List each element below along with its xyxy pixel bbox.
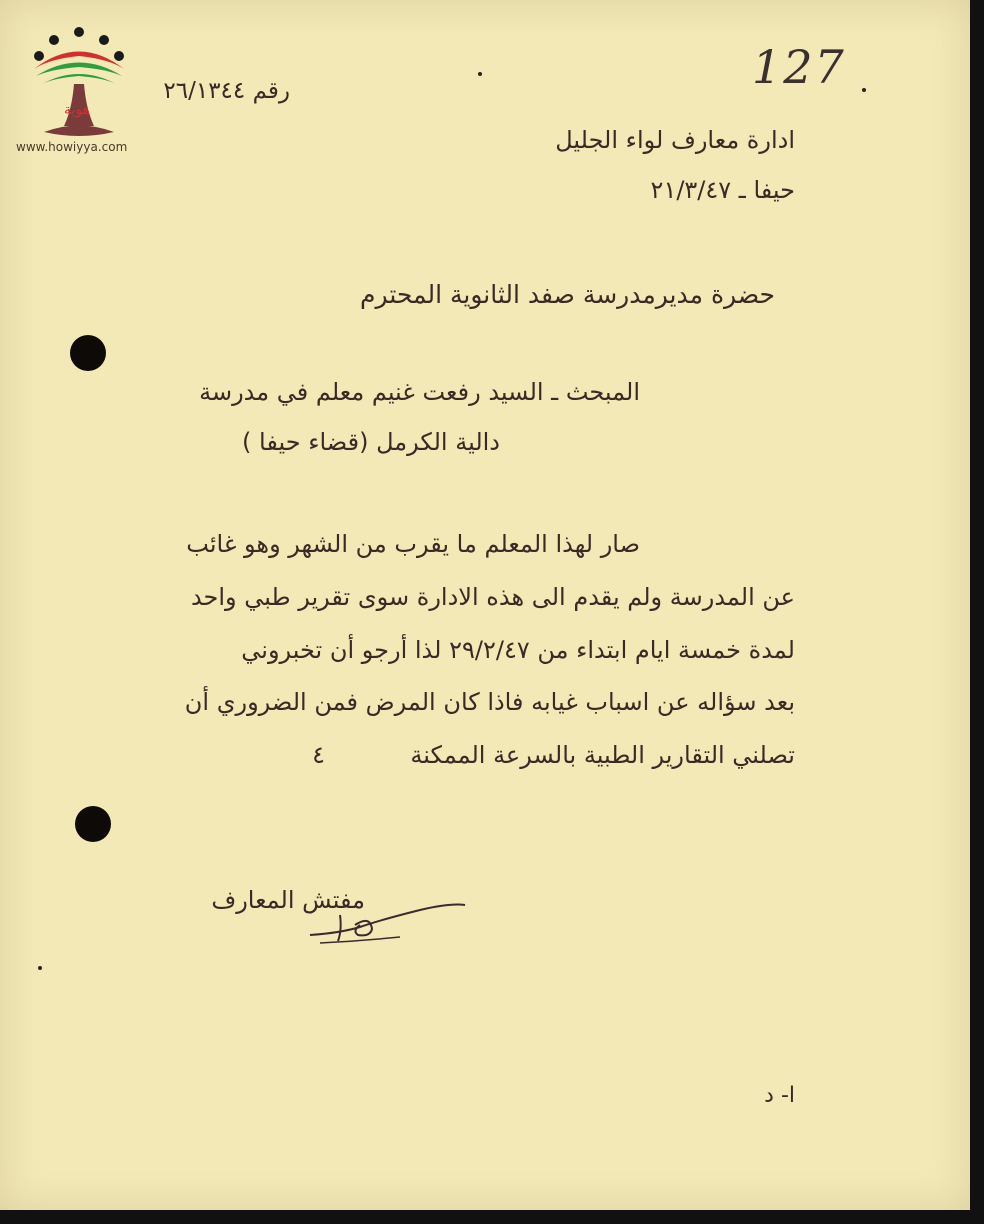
handwritten-number: 127: [752, 40, 846, 94]
body-line-2: عن المدرسة ولم يقدم الى هذه الادارة سوى تقرير طبي واحد: [190, 583, 795, 611]
speck: [38, 966, 42, 970]
subject-line-1: المبحث ـ السيد رفعت غنيم معلم في مدرسة: [199, 378, 640, 406]
logo-site-url: www.howiyya.com: [16, 140, 128, 154]
handwritten-signature: [300, 885, 470, 955]
signature-title: مفتش المعارف: [211, 886, 365, 914]
scan-border-bottom: [0, 1210, 984, 1224]
howiyya-logo: [14, 14, 144, 159]
body-end-mark: ٤: [312, 741, 325, 769]
reference-number: رقم ٢٦/١٣٤٤: [163, 78, 290, 104]
seal-text: هوية: [64, 102, 91, 118]
speck: [478, 72, 482, 76]
addressee: حضرة مديرمدرسة صفد الثانوية المحترم: [360, 280, 775, 309]
body-line-5: تصلني التقارير الطبية بالسرعة الممكنة: [410, 741, 795, 769]
punch-hole-top: [70, 335, 106, 371]
place-date: حيفا ـ ٢١/٣/٤٧: [650, 176, 795, 204]
body-line-3: لمدة خمسة ايام ابتداء من ٢٩/٢/٤٧ لذا أرجو أن تخبروني: [241, 636, 795, 664]
body-line-1: صار لهذا المعلم ما يقرب من الشهر وهو غائب: [186, 530, 640, 558]
typist-initials: ا- د: [764, 1083, 795, 1108]
department-name: ادارة معارف لواء الجليل: [555, 126, 795, 154]
scan-border-right: [970, 0, 984, 1224]
body-line-4: بعد سؤاله عن اسباب غيابه فاذا كان المرض فمن الضروري أن: [184, 688, 795, 716]
subject-line-2: دالية الكرمل (قضاء حيفا ): [242, 428, 500, 456]
speck: [862, 88, 866, 92]
punch-hole-bottom: [75, 806, 111, 842]
tree-icon: [34, 27, 124, 136]
